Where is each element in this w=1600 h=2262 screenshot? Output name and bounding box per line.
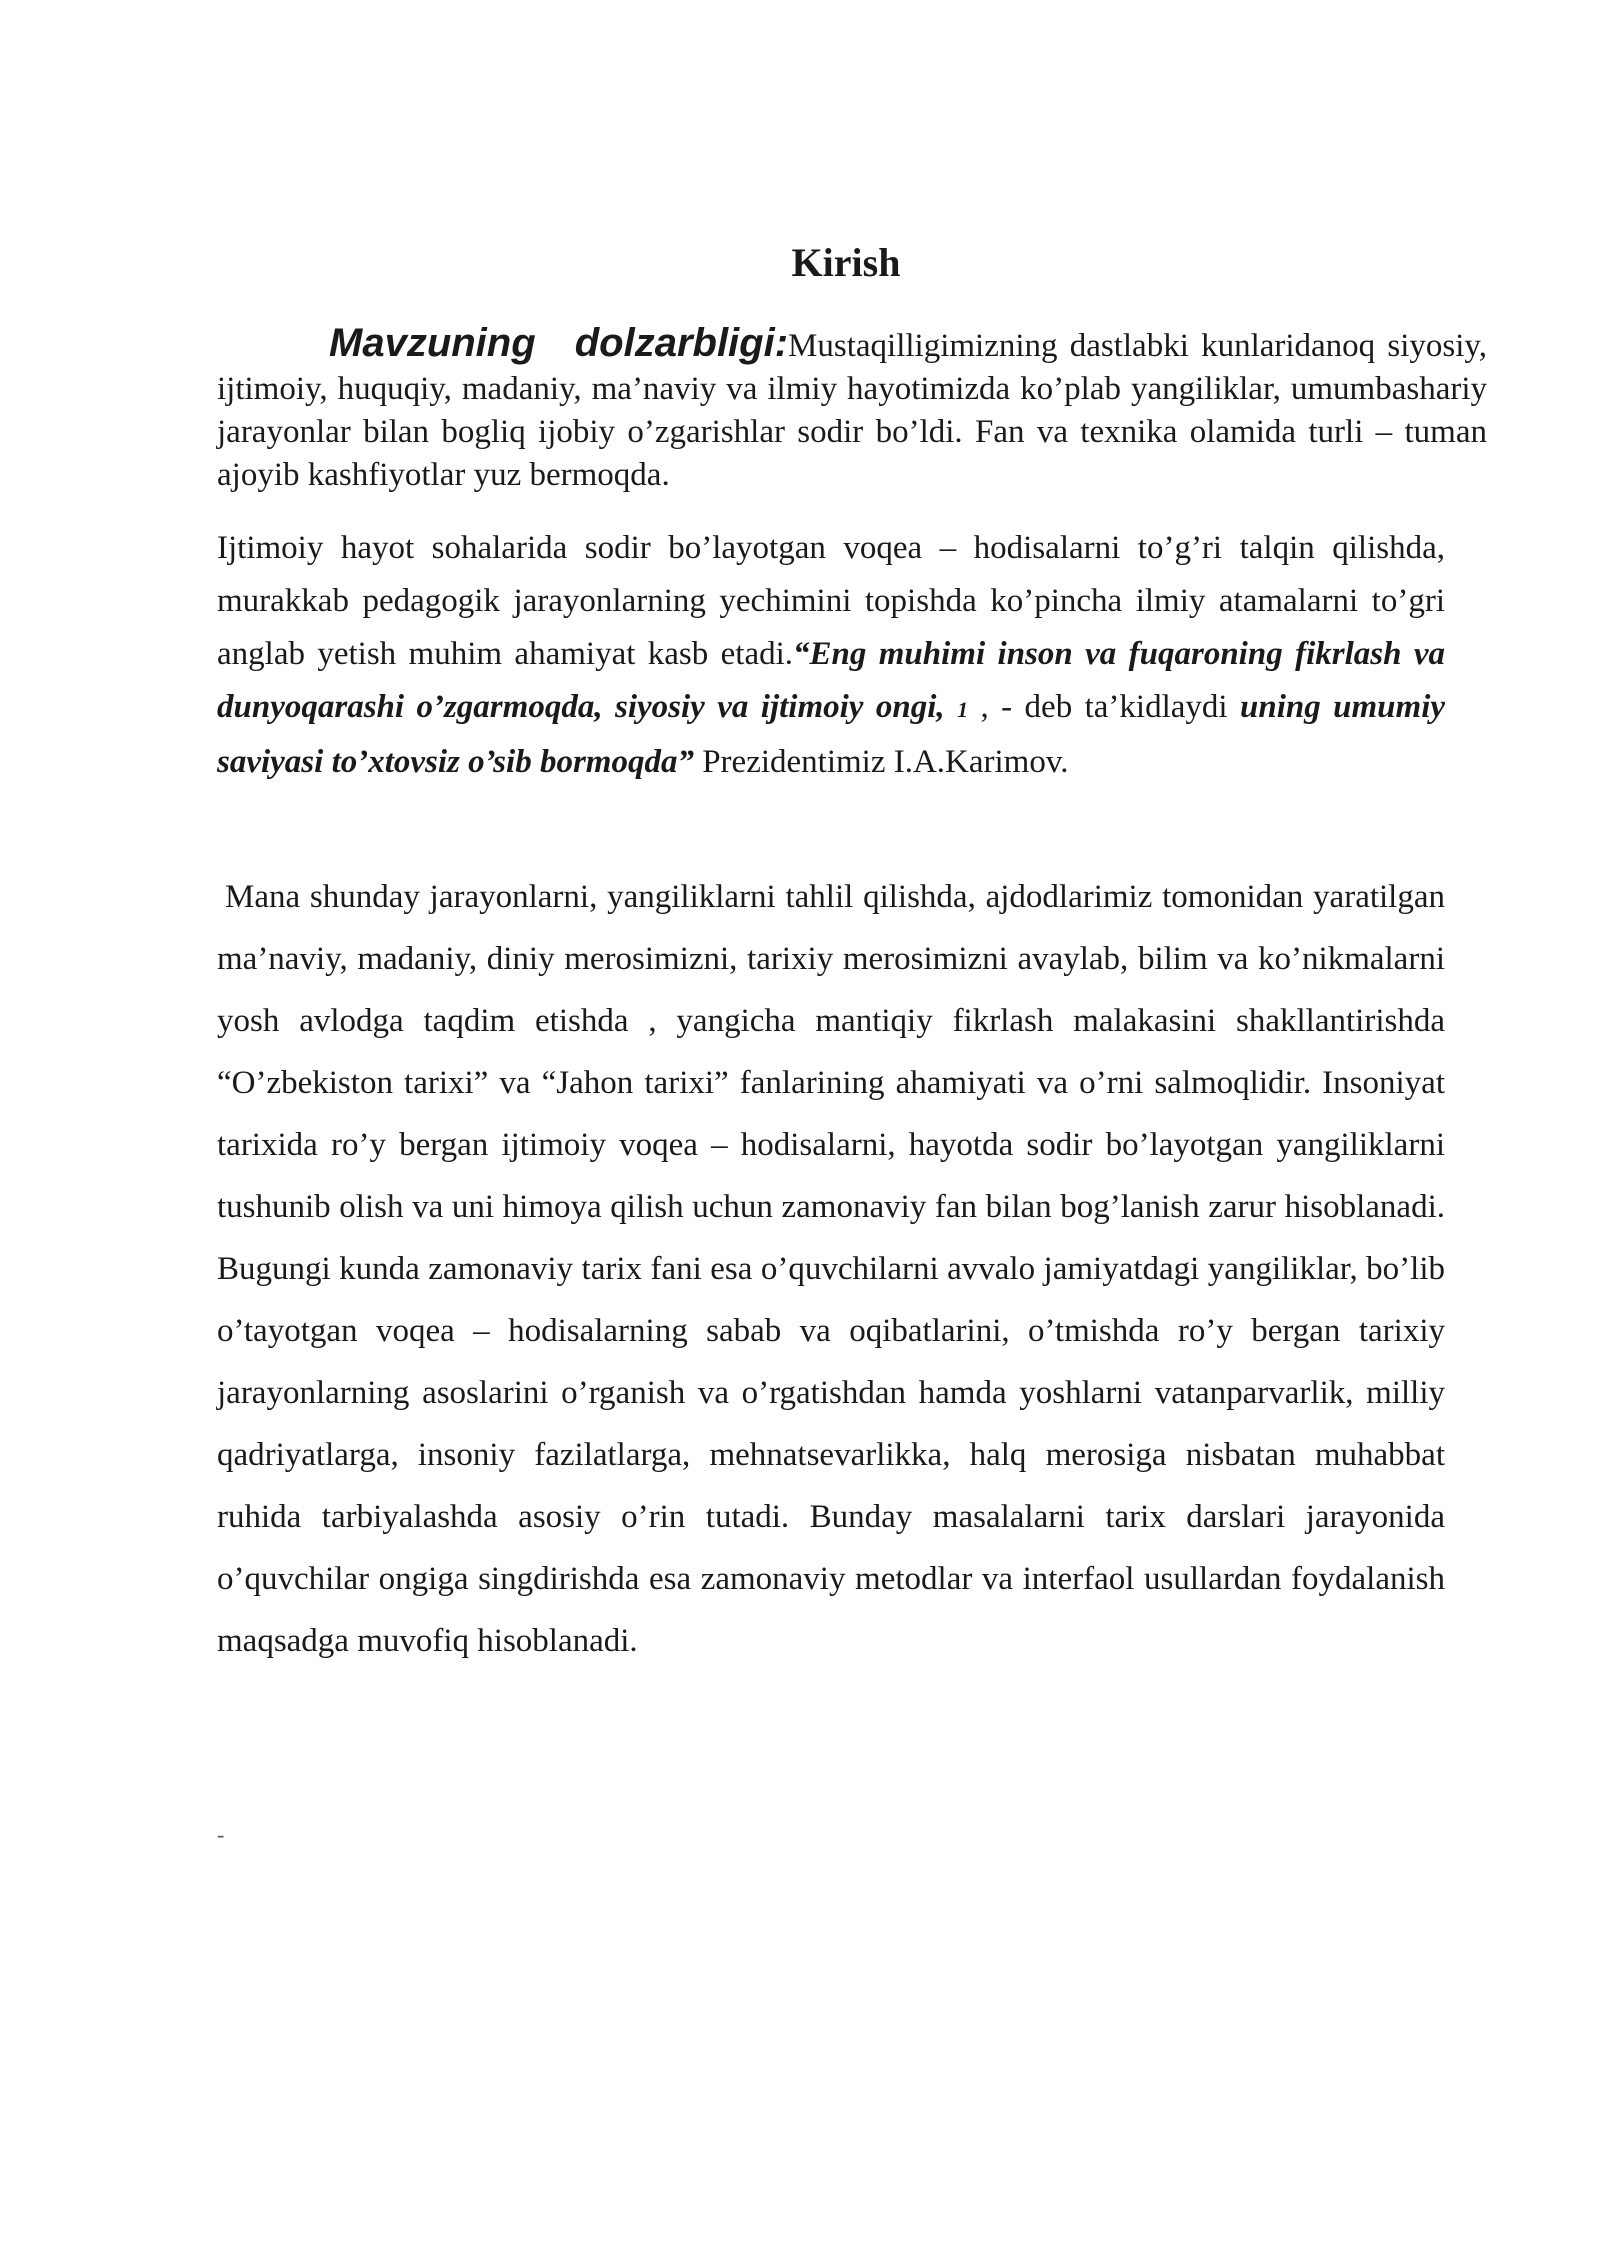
president-quote-part1: “Eng muhimi inson va fuqaroning fikrlash va dunyoqarashi o’zgarmoqda, siyosiy va ijtimoiy ongi, <box>217 636 1445 725</box>
paragraph-relevance <box>217 322 1487 497</box>
paragraph-quote-intro: Ijtimoiy hayot sohalarida sodir bo’layotgan voqea – hodisalarni to’g’ri talqin qilishda, murakkab pedagogik jarayonlarning yechimini topishda ko’pincha ilmiy atamalarni to’gri anglab yetish muhim ahamiyat kasb etadi. <box>217 530 1445 672</box>
page-title: Kirish <box>791 240 901 285</box>
footnote-mark: 1 <box>957 697 969 722</box>
paragraph-main <box>217 866 1445 1672</box>
footnote-separator: - <box>217 1822 225 1847</box>
paragraph-relevance-text: Mustaqilligimizning dastlabki kunlaridanoq siyosiy, ijtimoiy, huquqiy, madaniy, ma’naviy va ilmiy hayotimizda ko’plab yangiliklar, umumbashariy jarayonlar bilan bogliq ijobiy o’zgarishlar sodir bo’ldi. Fan va texnika olamida turli – tuman ajoyib kashfiyotlar yuz bermoqda. <box>217 328 1488 493</box>
paragraph-quote <box>217 522 1445 789</box>
president-quote-part2: uning umumiy saviyasi to’xtovsiz o’sib bormoqda” <box>217 689 1446 780</box>
quote-attribution: Prezidentimiz I.A.Karimov. <box>693 744 1069 780</box>
section-lead-heading: Mavzuning dolzarbligi: <box>329 321 789 365</box>
quote-attribution-middle: , - deb ta’kidlaydi <box>968 689 1240 725</box>
paragraph-main-text: Mana shunday jarayonlarni, yangiliklarni tahlil qilishda, ajdodlarimiz tomonidan yaratilgan ma’naviy, madaniy, diniy merosimizni, tarixiy merosimizni avaylab, bilim va ko’nikmalarni yosh avlodga taqdim etishda , yangicha mantiqiy fikrlash malakasini shakllantirishda “O’zbekiston tarixi” va “Jahon tarixi” fanlarining ahamiyati va o’rni salmoqlidir. Insoniyat tarixida ro’y bergan ijtimoiy voqea – hodisalarni, hayotda sodir bo’layotgan yangiliklarni tushunib olish va uni himoya qilish uchun zamonaviy fan bilan bog’lanish zarur hisoblanadi. Bugungi kunda zamonaviy tarix fani esa o’quvchilarni avvalo jamiyatdagi yangiliklar, bo’lib o’tayotgan voqea – hodisalarning sabab va oqibatlarini, o’tmishda ro’y bergan tarixiy jarayonlarning asoslarini o’rganish va o’rgatishdan hamda yoshlarni vatanparvarlik, milliy qadriyatlarga, insoniy fazilatlarga, mehnatsevarlikka, halq merosiga nisbatan muhabbat ruhida tarbiyalashda asosiy o’rin tutadi. Bunday masalalarni tarix darslari jarayonida o’quvchilar ongiga singdirishda esa zamonaviy metodlar va interfaol usullardan foydalanish maqsadga muvofiq hisoblanadi. <box>217 879 1445 1659</box>
